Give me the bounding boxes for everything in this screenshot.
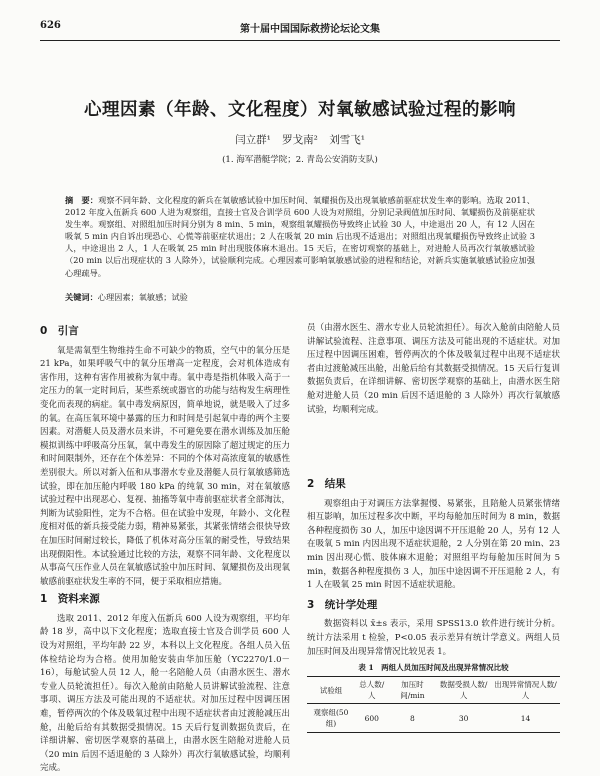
section-heading-materials: 1 资料来源	[40, 593, 100, 606]
table-header-row	[307, 677, 560, 704]
table-cell: 8	[410, 713, 415, 723]
keywords-text: 心理因素；氧敏感；试验	[97, 292, 188, 302]
keywords-label: 关键词：	[65, 292, 98, 302]
paper-title: 心理因素（年龄、文化程度）对氧敏感试验过程的影响	[84, 100, 516, 120]
table-cell: 14	[520, 713, 531, 723]
left-column	[40, 325, 290, 774]
author: 罗戈南²	[282, 134, 318, 146]
header-rule	[40, 40, 560, 41]
materials-paragraph-cont: 员（由潜水医生、潜水专业人员轮流担任）。每次入舱前由陪舱人员讲解试验流程、注意事项、调压方法及可能出现的不适症状。对加压过程中因调压困难，暂停两次的个体及吸氧过程中出现不适症状者由过渡舱减压出舱，出舱后给有其数据受损情况。15 天后行复训数据负责后，在详细讲解、密切医学观察的基础上，由潜水医生陪舱对进舱人员（20 min 后因不适退舱的 3 人除外）再次行氧敏感试验，均顺利完成。	[307, 323, 560, 415]
table-header-cell: 数据受损人数/人	[436, 677, 491, 704]
materials-paragraph: 选取 2011、2012 年度入伍新兵 600 人设为观察组，平均年龄 18 岁，高中以下文化程度；选取直接士官及合训学员 600 人设为对照组，平均年龄 22 岁，本科以上文化程度。各组人员入伍体检结论均为合格。使用加舱安装由华加压舱（YC2270/1.0－16），每舱试验人员 12 人，舱一名陪舱人员（由潜水医生、潜水专业人员轮流担任）。每次入舱前由陪舱人员讲解试验流程、注意事项、调压方法及可能出现的不适症状。对加压过程中因调压困难，暂停两次的个体及吸氧过程中出现不适症状者由过渡舱减压出舱，出舱后给有其数据受损情况。15 天后行复训数据负责后，在详细讲解、密切医学观察的基础上，由潜水医生陪舱对进舱人员（20 min 后因不适退舱的 3 人除外）再次行氧敏感试验，均顺利完成。	[40, 613, 290, 774]
table-caption: 表 1 两组人员加压时间及出现异常情况比较	[358, 663, 509, 672]
table-cell: 600	[364, 713, 379, 723]
table-header-cell: 出现异常情况人数/人	[491, 677, 560, 704]
right-column	[307, 322, 560, 659]
stats-paragraph: 数据资料以 x̄±s 表示，采用 SPSS13.0 软件进行统计分析。统计方法采用 t 检验，P<0.05 表示差异有统计学意义。两组人员加压时间及出现异常情况比较见表 1。	[307, 619, 560, 657]
abstract-text: 观察不同年龄、文化程度的新兵在氧敏感试验中加压时间、氧耀损伤及出现氧敏感前驱症状发生率的影响。选取 2011、2012 年度入伍新兵 600 人进为观察组，直接士官及合训学员 600 人设为对照组，分别记录阀值加压时间、氧耀损伤及前驱症状发生率。观察组、对照组加压时间分别为 8 min、5 min，观察组氧耀损伤导致终止试验 30 人，中途退出 20 人，有 12 人因在吸氧 5 min 内自诉出现恐心、心慌等前驱症状退出；2 人在吸氧 20 min 后出现不适退出；对照组出现氧耀损伤导致终止试验 3 人，中途退出 2 人，1 人在吸氧 25 min 时出现肢体麻木退出。15 天后，在密切观察的基础上，对进舱人员再次行氧敏感试验（20 min 以后出现症状的 3 人除外），试验顺利完成。心理因素可影响氧敏感试验的进程和结论，对新兵实施氧敏感试验应加强心理疏导。	[65, 195, 535, 278]
table-cell: 30	[458, 713, 469, 723]
section-heading-results: 2 结果	[307, 478, 346, 490]
running-header	[40, 20, 560, 38]
table-header-cell: 总人数/人	[355, 677, 389, 704]
abstract	[65, 194, 535, 279]
keywords	[65, 292, 535, 303]
author: 刘雪飞¹	[329, 134, 365, 146]
results-table	[307, 676, 560, 733]
affiliation: (1. 海军潜艇学院；2. 青岛公安消防支队)	[222, 155, 378, 165]
section-heading-intro: 0 引言	[40, 325, 79, 337]
table-header-cell: 加压时间/min	[389, 677, 437, 704]
journal-title: 第十届中国国际救捞论坛论文集	[240, 24, 380, 35]
results-paragraph: 观察组由于对调压方法掌握慢、易紧张，且陪舱人员紧张情绪相互影响，加压过程多次中断，平均每舱加压时间为 8 min，数据各种程度损伤 30 人，加压中途因调不开压退舱 20 人，另有 12 人在吸氧 5 min 内因出现不适症状退舱，2 人分别在第 20 min、23 min 因出现心慌、肢体麻木退舱；对照组平均每舱加压时间为 5 min，数据各种程度损伤 3 人，加压中途因调不开压退舱 2 人，有 1 人在吸氧 25 min 时因不适症状退舱。	[307, 498, 560, 591]
table-row	[307, 704, 560, 733]
abstract-label: 摘 要：	[65, 195, 99, 205]
table-header-cell: 试验组	[307, 677, 355, 704]
table-cell: 观察组(50 组)	[313, 708, 349, 728]
author-list	[0, 132, 600, 147]
intro-paragraph: 氧是需氧型生物维持生命不可缺少的物质，空气中的氧分压是 21 kPa，如果呼吸气中的氧分压增高一定程度，会对机体造成有害作用，这种有害作用被称为氧中毒。氧中毒是指机体吸入高于一定压力的氧一定时间后，某些系统或器官的功能与结构发生病理性变化而表现的病症。氧中毒发病原因，简单地说，就是吸入了过多的氧。在高压氧环境中暴露的压力和时间是引起氧中毒的两个主要因素。对潜艇人员及潜水员来讲，不可避免要在潜水训练及加压舱模拟训练中呼吸高分压氧，氧中毒发生的原因除了超过规定的压力和时间限制外，还存在个体差异：不同的个体对高浓度氧的敏感性差别很大。所以对新入伍和从事潜水专业及潜艇人员行氧敏感筛选试验，即在加压舱内呼吸 180 kPa 的纯氧 30 min，对在氧敏感试验过程中出现恶心、复视、抽搐等氧中毒前驱症状者全部淘汰，判断为试验阳性，定为不合格。但在试验中发现，年龄小、文化程度相对低的新兵接受能力弱，精神易紧张，其紧张情绪会很快导致在加压时间耐过较长，降低了机体对高分压氧的耐受性，导致结果出现假阳性。本试验通过比较的方法，观察不同年龄、文化程度以从事高气压作业人员在氧敏感试验中加压时间、氧耀损伤及出现氧敏感前驱症状发生率的不同，便于采取相应措施。	[40, 345, 290, 587]
section-heading-stats: 3 统计学处理	[307, 598, 378, 611]
page-number: 626	[40, 20, 61, 31]
author: 闫立群¹	[235, 134, 271, 146]
